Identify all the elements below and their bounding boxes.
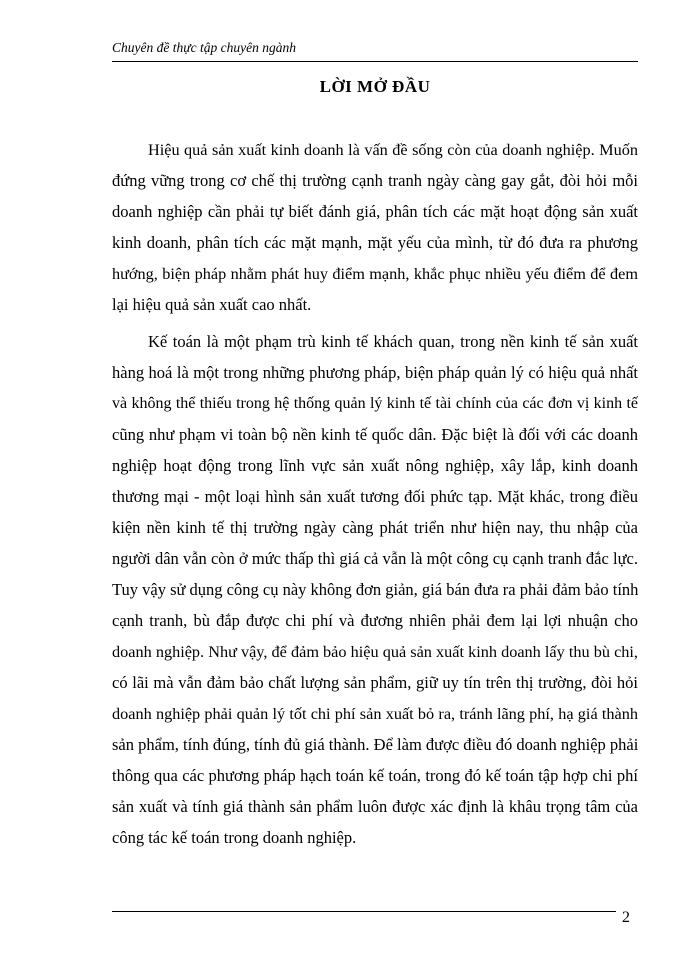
paragraph-line: lại hiệu quả sản xuất cao nhất. — [112, 295, 312, 314]
paragraph-line: và không thể thiếu trong hệ thống quản lý kinh tế tài chính của các đơn vị kinh tế — [112, 395, 638, 412]
page-number: 2 — [622, 909, 630, 926]
paragraph-line: hàng hoá là một trong những phương pháp, biện pháp quản lý có hiệu quả nhất — [112, 363, 638, 382]
paragraph-line: sản xuất và tính giá thành sản phẩm luôn được xác định là khâu trọng tâm của — [112, 797, 638, 816]
page-title: LỜI MỞ ĐẦU — [319, 77, 431, 96]
paragraph-line: doanh nghiệp phải quản lý tốt chi phí sản xuất bỏ ra, tránh lãng phí, hạ giá thành — [112, 705, 638, 723]
paragraph-line: doanh nghiệp. Như vậy, để đảm bảo hiệu quả sản xuất kinh doanh lấy thu bù chi, — [112, 643, 638, 661]
paragraph-line: cạnh tranh, bù đắp được chi phí và đương nhiên phải đem lại lợi nhuận cho — [112, 611, 638, 630]
paragraph-line: hướng, biện pháp nhằm phát huy điểm mạnh, khắc phục nhiều yếu điểm để đem — [112, 265, 638, 283]
paragraph-line: sản phẩm, tính đúng, tính đủ giá thành. Để làm được điều đó doanh nghiệp phải — [112, 735, 638, 754]
paragraph-line: thông qua các phương pháp hạch toán kế toán, trong đó kế toán tập hợp chi phí — [112, 766, 638, 785]
paragraph-line: đứng vững trong cơ chế thị trường cạnh tranh ngày càng gay gắt, đòi hỏi mỗi — [112, 171, 638, 190]
footer-divider — [112, 911, 616, 912]
paragraph-line: kiện nền kinh tế thị trường ngày càng phát triển như hiện nay, thu nhập của — [112, 518, 638, 537]
paragraph-line: người dân vẫn còn ở mức thấp thì giá cả vẫn là một công cụ cạnh tranh đắc lực. — [112, 549, 638, 568]
running-title: Chuyên đề thực tập chuyên ngành — [112, 40, 296, 55]
paragraph-line: công tác kế toán trong doanh nghiệp. — [112, 828, 357, 847]
paragraph-line: Tuy vậy sử dụng công cụ này không đơn giản, giá bán đưa ra phải đảm bảo tính — [112, 580, 638, 599]
paragraph-line: cũng như phạm vi toàn bộ nền kinh tế quốc dân. Đặc biệt là đối với các doanh — [112, 425, 638, 444]
paragraph-line: thương mại - một loại hình sản xuất tương đối phức tạp. Mặt khác, trong điều — [112, 487, 638, 506]
paragraph-line: Kế toán là một phạm trù kinh tế khách quan, trong nền kinh tế sản xuất — [148, 332, 638, 351]
paragraph-line: kinh doanh, phân tích các mặt mạnh, mặt yếu của mình, từ đó đưa ra phương — [112, 233, 638, 252]
header-divider — [112, 61, 638, 62]
paragraph-line: nghiệp hoạt động trong lĩnh vực sản xuất nông nghiệp, xây lắp, kinh doanh — [112, 456, 638, 475]
paragraph-line: doanh nghiệp cần phải tự biết đánh giá, phân tích các mặt hoạt động sản xuất — [112, 202, 638, 221]
paragraph-line: có lãi mà vẫn đảm bảo chất lượng sản phẩm, giữ uy tín trên thị trường, đòi hỏi — [112, 673, 638, 692]
paragraph-line: Hiệu quả sản xuất kinh doanh là vấn đề sống còn của doanh nghiệp. Muốn — [148, 141, 638, 159]
